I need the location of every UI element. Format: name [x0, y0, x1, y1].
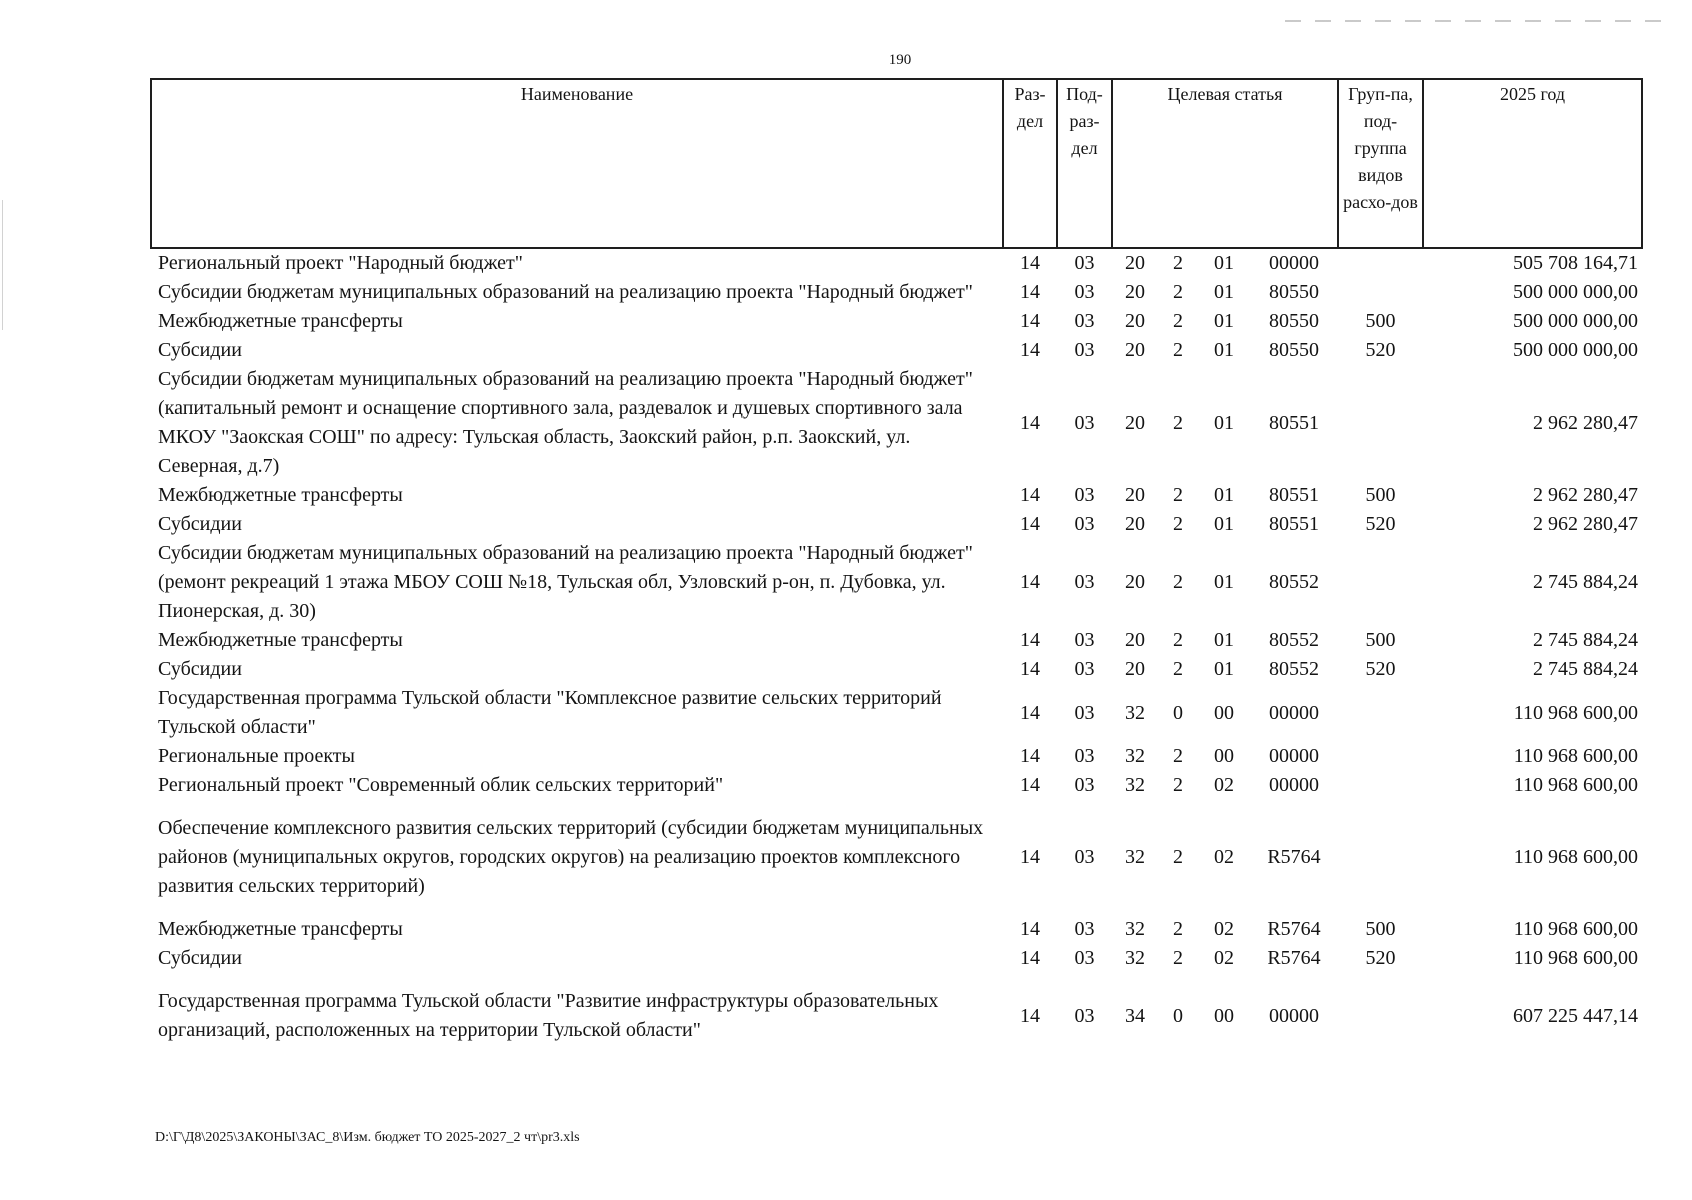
- row-target-subprogram: 0: [1173, 1004, 1183, 1027]
- page-number: 190: [888, 52, 912, 68]
- row-razdel: 14: [1020, 281, 1040, 303]
- row-name: Субсидии: [158, 947, 242, 969]
- row-amount: 2 962 280,47: [1533, 484, 1639, 506]
- row-target-program: 20: [1125, 310, 1145, 332]
- row-podrazdel: 03: [1074, 310, 1095, 332]
- row-razdel: 14: [1020, 701, 1040, 724]
- row-target-direction: 80552: [1269, 571, 1319, 593]
- row-target-direction: 00000: [1269, 701, 1319, 724]
- row-target-event: 01: [1214, 513, 1234, 535]
- table-row: [151, 655, 1642, 684]
- row-target-event: 02: [1214, 846, 1234, 868]
- row-razdel: 14: [1020, 571, 1040, 593]
- table-row: [151, 684, 1642, 742]
- row-name: Региональный проект "Современный облик сельских территорий": [158, 774, 724, 796]
- row-target-program: 32: [1125, 846, 1145, 868]
- row-razdel: 14: [1020, 918, 1040, 940]
- row-target-direction: 00000: [1269, 1004, 1319, 1027]
- row-name: Государственная программа Тульской области "Развитие инфраструктуры образовательных организаций, расположенных на территории Тульской области": [158, 990, 939, 1041]
- header-year: 2025 год: [1423, 79, 1642, 248]
- row-podrazdel: 03: [1074, 281, 1095, 303]
- row-amount: 110 968 600,00: [1513, 947, 1639, 969]
- row-expense-group: [1338, 684, 1423, 742]
- row-target-direction: 80550: [1269, 310, 1319, 332]
- row-target-subprogram: 2: [1173, 918, 1183, 940]
- row-target-event: 02: [1214, 947, 1234, 969]
- budget-table: [150, 78, 1643, 1059]
- row-amount: 2 962 280,47: [1533, 411, 1639, 434]
- header-section: Раз-дел: [1003, 79, 1057, 248]
- row-target-event: 00: [1214, 745, 1234, 767]
- row-expense-group: [1338, 248, 1423, 278]
- row-name: Субсидии: [158, 339, 242, 361]
- row-target-event: 01: [1214, 339, 1234, 361]
- row-amount: 505 708 164,71: [1513, 252, 1639, 274]
- row-target-program: 32: [1125, 774, 1145, 796]
- row-target-direction: 80550: [1269, 281, 1319, 303]
- row-amount: 110 968 600,00: [1513, 846, 1639, 868]
- scan-artifact-margin-line: [2, 200, 3, 330]
- row-target-subprogram: 2: [1173, 947, 1183, 969]
- table-row: [151, 800, 1642, 915]
- row-razdel: 14: [1020, 629, 1040, 651]
- row-expense-group: [1338, 742, 1423, 771]
- row-target-subprogram: 2: [1173, 339, 1183, 361]
- row-name: Межбюджетные трансферты: [158, 918, 403, 940]
- table-row: [151, 481, 1642, 510]
- row-podrazdel: 03: [1074, 918, 1095, 940]
- row-target-subprogram: 2: [1173, 310, 1183, 332]
- row-razdel: 14: [1020, 411, 1040, 434]
- row-podrazdel: 03: [1074, 701, 1095, 724]
- row-target-subprogram: 2: [1173, 658, 1183, 680]
- row-target-subprogram: 2: [1173, 513, 1183, 535]
- row-podrazdel: 03: [1074, 411, 1095, 434]
- table-row: [151, 742, 1642, 771]
- table-header-row: [151, 79, 1642, 248]
- row-amount: 2 962 280,47: [1533, 513, 1639, 535]
- row-target-subprogram: 2: [1173, 846, 1183, 868]
- row-name: Субсидии: [158, 513, 242, 535]
- table-row: [151, 944, 1642, 973]
- row-target-program: 20: [1125, 629, 1145, 651]
- row-name: Субсидии бюджетам муниципальных образований на реализацию проекта "Народный бюджет": [158, 281, 973, 303]
- row-target-subprogram: 2: [1173, 629, 1183, 651]
- row-expense-group: 500: [1365, 310, 1396, 332]
- row-target-direction: 00000: [1269, 745, 1319, 767]
- row-razdel: 14: [1020, 310, 1040, 332]
- row-podrazdel: 03: [1074, 513, 1095, 535]
- row-name: Субсидии: [158, 658, 242, 680]
- row-target-event: 00: [1214, 701, 1234, 724]
- header-expense-group: Груп-па, под-группа видов расхо-дов: [1338, 79, 1423, 248]
- row-amount: 607 225 447,14: [1513, 1004, 1639, 1027]
- row-name: Межбюджетные трансферты: [158, 484, 403, 506]
- row-target-direction: 80551: [1269, 411, 1319, 434]
- row-target-direction: 80552: [1269, 658, 1319, 680]
- row-target-event: 01: [1214, 484, 1234, 506]
- row-target-direction: 00000: [1269, 252, 1319, 274]
- row-target-event: 01: [1214, 281, 1234, 303]
- row-target-program: 20: [1125, 658, 1145, 680]
- row-target-program: 32: [1125, 918, 1145, 940]
- row-name: Региональные проекты: [158, 745, 355, 767]
- row-razdel: 14: [1020, 484, 1040, 506]
- row-expense-group: 520: [1365, 339, 1396, 361]
- row-target-direction: 80552: [1269, 629, 1319, 651]
- row-target-subprogram: 2: [1173, 281, 1183, 303]
- row-target-program: 20: [1125, 484, 1145, 506]
- row-amount: 2 745 884,24: [1533, 629, 1639, 651]
- footer-file-path: D:\Г\Д8\2025\ЗАКОНЫ\ЗАС_8\Изм. бюджет ТО 2025-2027_2 чт\pr3.xls: [155, 1130, 580, 1145]
- row-name: Субсидии бюджетам муниципальных образований на реализацию проекта "Народный бюджет" (ремонт рекреаций 1 этажа МБОУ СОШ №18, Тульская обл, Узловский р-он, п. Дубовка, ул. Пионерская, д. 30): [158, 542, 973, 622]
- row-amount: 500 000 000,00: [1513, 310, 1639, 332]
- table-row: [151, 973, 1642, 1059]
- row-target-subprogram: 2: [1173, 252, 1183, 274]
- row-target-subprogram: 2: [1173, 745, 1183, 767]
- row-target-program: 32: [1125, 745, 1145, 767]
- row-target-program: 20: [1125, 513, 1145, 535]
- row-razdel: 14: [1020, 745, 1040, 767]
- row-target-direction: R5764: [1267, 918, 1321, 940]
- row-podrazdel: 03: [1074, 252, 1095, 274]
- scan-artifact-dashes: [1285, 20, 1675, 22]
- row-expense-group: [1338, 771, 1423, 800]
- row-target-program: 20: [1125, 281, 1145, 303]
- header-target-article: Целевая статья: [1112, 79, 1338, 248]
- row-target-subprogram: 2: [1173, 484, 1183, 506]
- table-row: [151, 915, 1642, 944]
- row-podrazdel: 03: [1074, 571, 1095, 593]
- table-row: [151, 336, 1642, 365]
- row-name: Региональный проект "Народный бюджет": [158, 252, 523, 274]
- table-row: [151, 365, 1642, 481]
- row-amount: 110 968 600,00: [1513, 745, 1639, 767]
- row-amount: 110 968 600,00: [1513, 774, 1639, 796]
- row-expense-group: [1338, 539, 1423, 626]
- row-podrazdel: 03: [1074, 629, 1095, 651]
- row-target-direction: 00000: [1269, 774, 1319, 796]
- row-amount: 110 968 600,00: [1513, 918, 1639, 940]
- row-target-program: 32: [1125, 947, 1145, 969]
- row-amount: 2 745 884,24: [1533, 658, 1639, 680]
- header-subsection: Под-раз-дел: [1057, 79, 1112, 248]
- row-expense-group: 500: [1365, 918, 1396, 940]
- table-row: [151, 248, 1642, 278]
- row-target-program: 20: [1125, 411, 1145, 434]
- row-amount: 500 000 000,00: [1513, 281, 1639, 303]
- row-target-subprogram: 2: [1173, 571, 1183, 593]
- header-name: Наименование: [151, 79, 1003, 248]
- row-podrazdel: 03: [1074, 774, 1095, 796]
- row-target-direction: 80551: [1269, 484, 1319, 506]
- row-target-event: 01: [1214, 629, 1234, 651]
- row-amount: 2 745 884,24: [1533, 571, 1639, 593]
- row-amount: 500 000 000,00: [1513, 339, 1639, 361]
- row-target-event: 01: [1214, 411, 1234, 434]
- row-target-event: 02: [1214, 774, 1234, 796]
- row-razdel: 14: [1020, 947, 1040, 969]
- row-expense-group: [1338, 278, 1423, 307]
- row-target-direction: 80550: [1269, 339, 1319, 361]
- table-row: [151, 626, 1642, 655]
- row-target-direction: R5764: [1267, 947, 1321, 969]
- row-podrazdel: 03: [1074, 658, 1095, 680]
- row-expense-group: 520: [1365, 947, 1396, 969]
- row-name: Межбюджетные трансферты: [158, 629, 403, 651]
- table-row: [151, 771, 1642, 800]
- row-razdel: 14: [1020, 252, 1040, 274]
- row-name: Государственная программа Тульской области "Комплексное развитие сельских территорий Тульской области": [158, 687, 942, 738]
- table-row: [151, 539, 1642, 626]
- row-target-event: 01: [1214, 658, 1234, 680]
- row-target-direction: R5764: [1267, 846, 1321, 868]
- row-name: Обеспечение комплексного развития сельских территорий (субсидии бюджетам муниципальных районов (муниципальных округов, городских округов) на реализацию проектов комплексного развития сельских территорий): [158, 817, 984, 897]
- row-podrazdel: 03: [1074, 1004, 1095, 1027]
- row-target-subprogram: 0: [1173, 701, 1183, 724]
- row-target-direction: 80551: [1269, 513, 1319, 535]
- row-expense-group: [1338, 800, 1423, 915]
- row-expense-group: 520: [1365, 658, 1396, 680]
- row-podrazdel: 03: [1074, 947, 1095, 969]
- row-expense-group: 500: [1365, 484, 1396, 506]
- row-expense-group: 500: [1365, 629, 1396, 651]
- row-name: Субсидии бюджетам муниципальных образований на реализацию проекта "Народный бюджет" (капитальный ремонт и оснащение спортивного зала, раздевалок и душевых спортивного зала МКОУ "Заокская СОШ" по адресу: Тульская область, Заокский район, р.п. Заокский, ул. Северная, д.7): [158, 368, 973, 477]
- table-row: [151, 510, 1642, 539]
- table-row: [151, 278, 1642, 307]
- row-podrazdel: 03: [1074, 339, 1095, 361]
- row-razdel: 14: [1020, 846, 1040, 868]
- row-razdel: 14: [1020, 513, 1040, 535]
- row-target-subprogram: 2: [1173, 774, 1183, 796]
- row-target-event: 00: [1214, 1004, 1234, 1027]
- row-target-program: 20: [1125, 339, 1145, 361]
- row-target-event: 01: [1214, 571, 1234, 593]
- row-target-program: 34: [1125, 1004, 1145, 1027]
- row-podrazdel: 03: [1074, 484, 1095, 506]
- row-expense-group: [1338, 365, 1423, 481]
- row-expense-group: 520: [1365, 513, 1396, 535]
- row-amount: 110 968 600,00: [1513, 701, 1639, 724]
- row-razdel: 14: [1020, 658, 1040, 680]
- row-razdel: 14: [1020, 1004, 1040, 1027]
- row-podrazdel: 03: [1074, 846, 1095, 868]
- row-expense-group: [1338, 973, 1423, 1059]
- row-razdel: 14: [1020, 774, 1040, 796]
- row-target-event: 01: [1214, 252, 1234, 274]
- row-target-event: 01: [1214, 310, 1234, 332]
- row-target-event: 02: [1214, 918, 1234, 940]
- row-name: Межбюджетные трансферты: [158, 310, 403, 332]
- row-podrazdel: 03: [1074, 745, 1095, 767]
- table-row: [151, 307, 1642, 336]
- row-target-program: 20: [1125, 252, 1145, 274]
- row-target-subprogram: 2: [1173, 411, 1183, 434]
- row-target-program: 20: [1125, 571, 1145, 593]
- row-target-program: 32: [1125, 701, 1145, 724]
- row-razdel: 14: [1020, 339, 1040, 361]
